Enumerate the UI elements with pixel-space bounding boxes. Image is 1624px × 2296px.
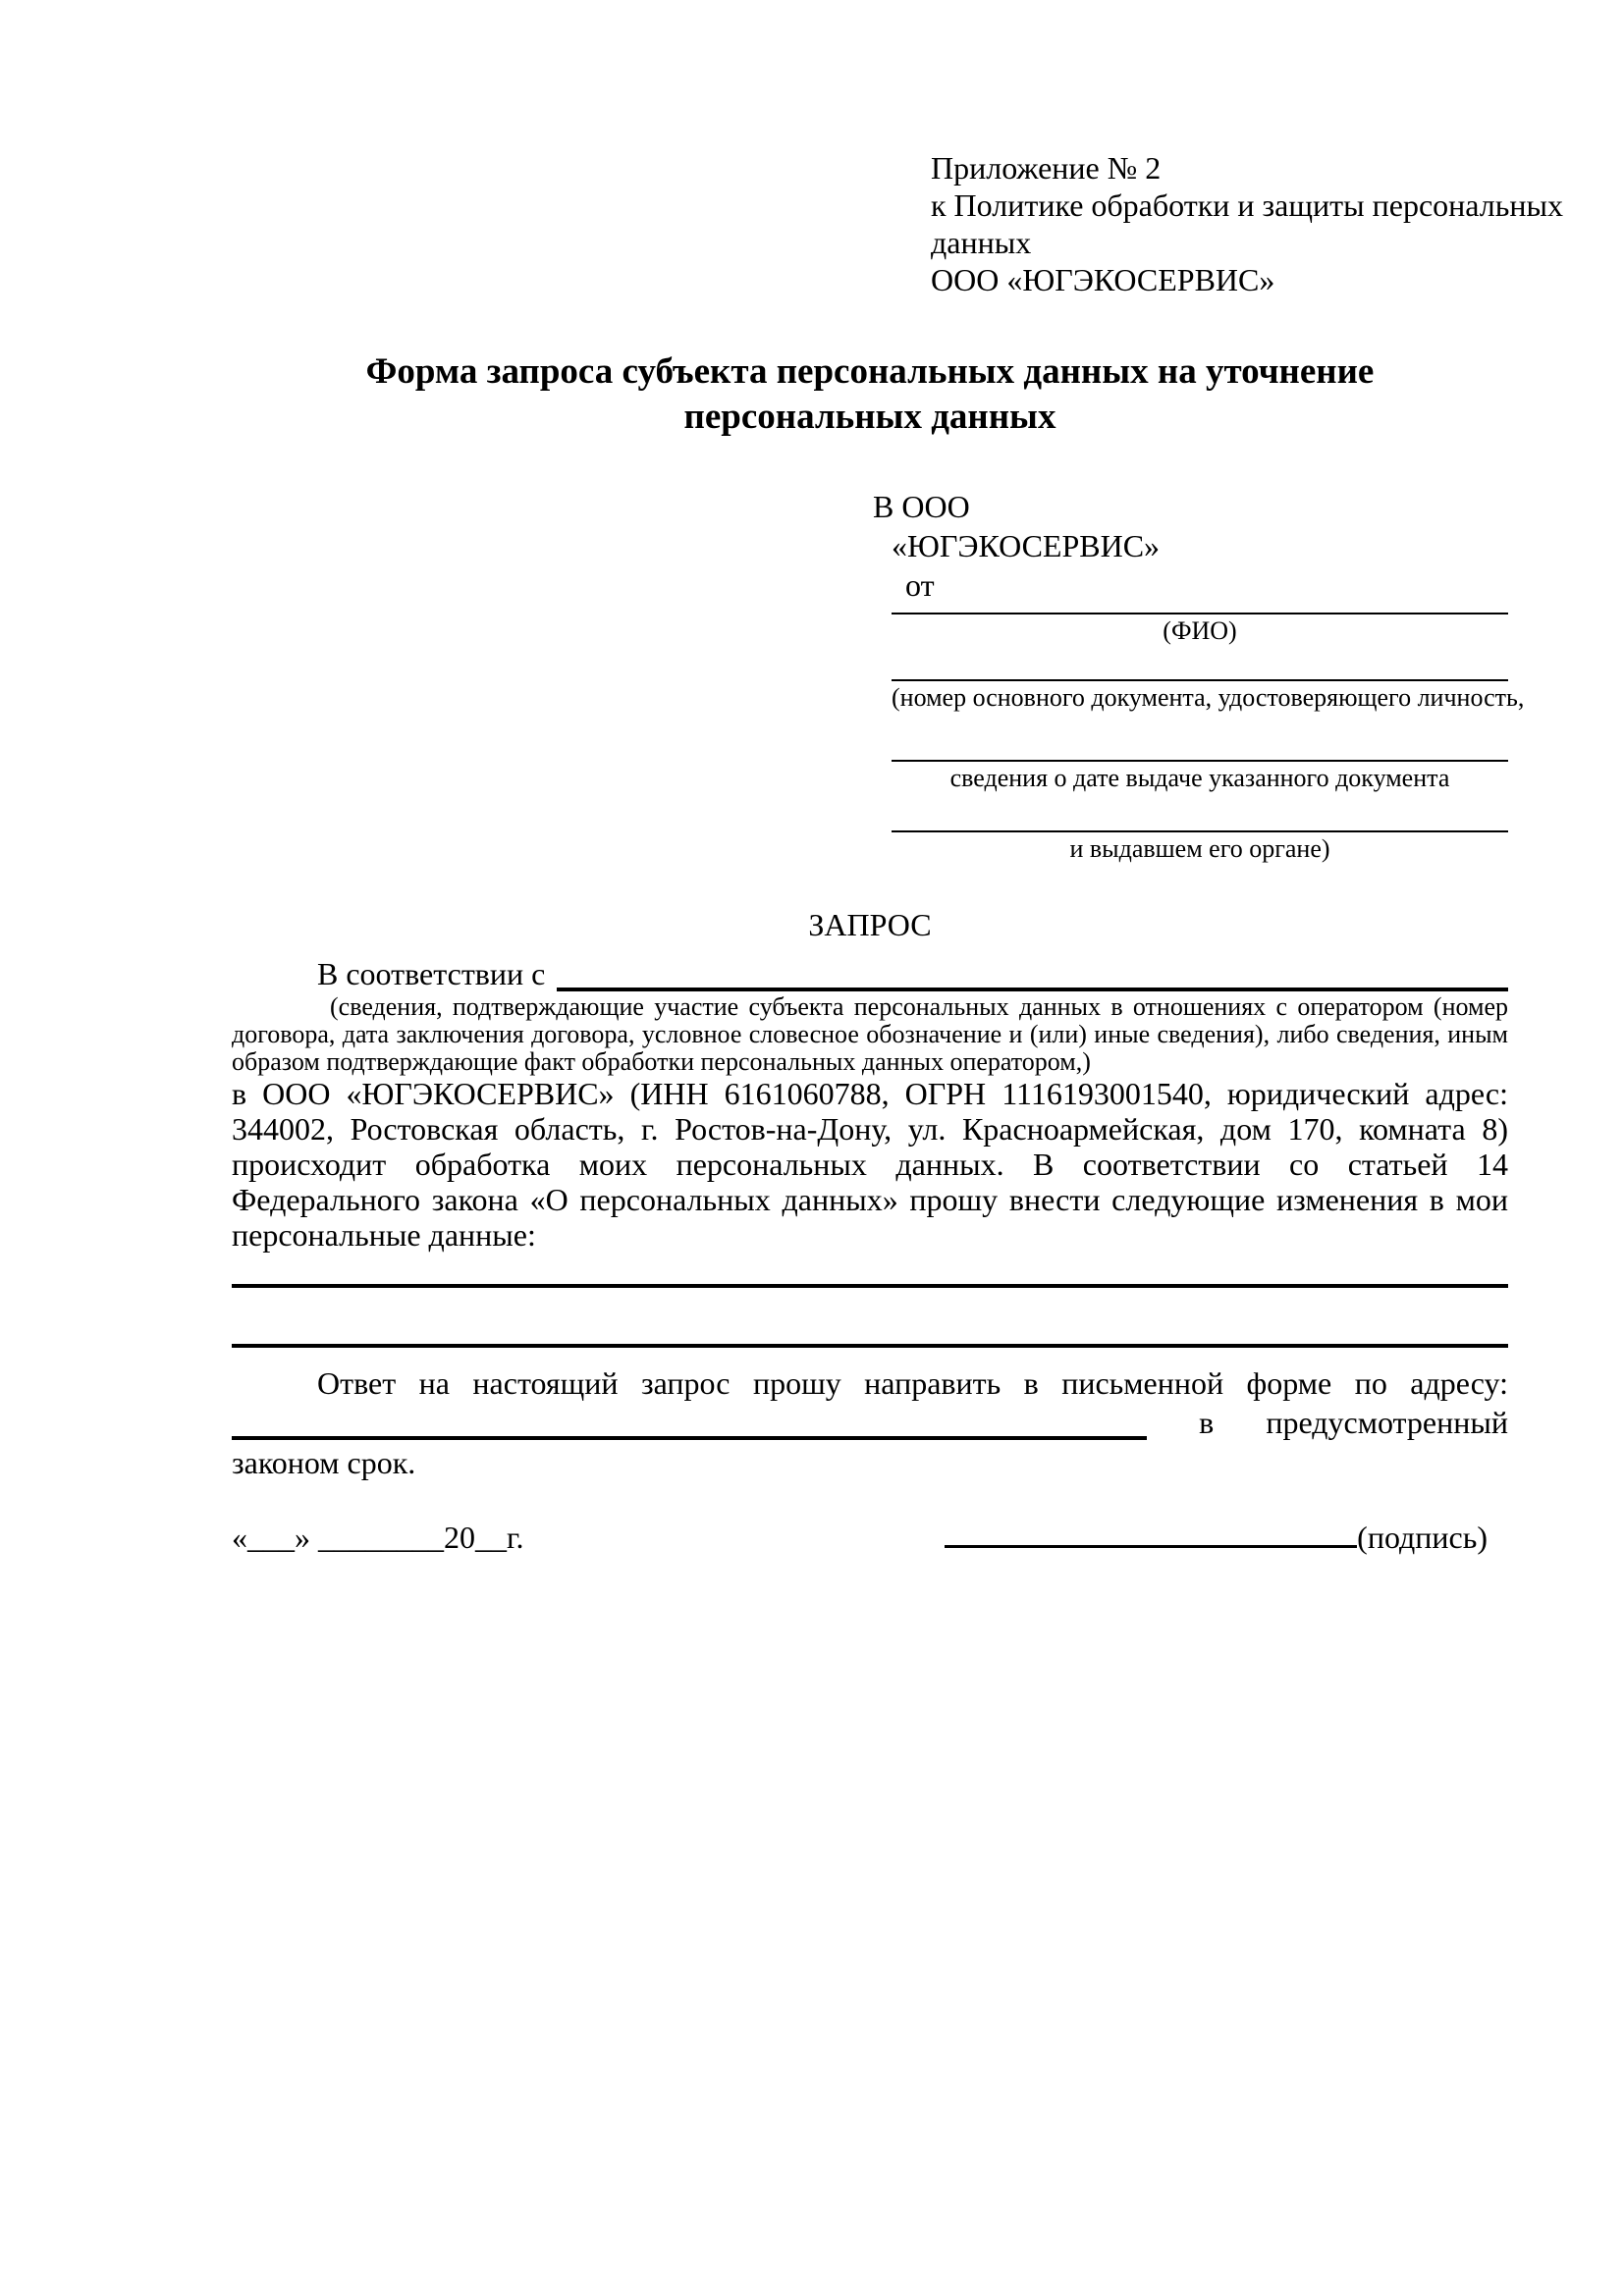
appendix-line: ООО «ЮГЭКОСЕРВИС» xyxy=(931,262,1275,297)
reply-address-blank-line xyxy=(232,1403,1147,1440)
date-blank-line: «___» ________20__г. xyxy=(232,1520,524,1555)
reply-word-stipulated: предусмотренный xyxy=(1266,1405,1508,1440)
reply-address-line xyxy=(232,1403,1508,1443)
reply-word-v: в xyxy=(1199,1405,1215,1440)
reply-address-sentence: Ответ на настоящий запрос прошу направить в письменной форме по адресу: xyxy=(317,1365,1508,1401)
in-accordance-prefix: В соответствии с xyxy=(317,956,546,991)
fio-caption: (ФИО) xyxy=(1163,616,1237,645)
issuing-authority-blank-line xyxy=(892,823,1508,832)
request-body-paragraph: в ООО «ЮГЭКОСЕРВИС» (ИНН 6161060788, ОГРН 1116193001540, юридический адрес: 344002, Ростовская область, г. Ростов-на-Дону, ул. Красноармейская, дом 170, комната 8) происходит обработка моих персональных данных. В соответствии со статьей 14 Федерального закона «О персональных данных» прошу внести следующие изменения в мои персональные данные: xyxy=(232,1076,1508,1253)
issue-date-blank-line xyxy=(892,752,1508,762)
footer-row xyxy=(232,1510,1508,1557)
addressee-org-name: «ЮГЭКОСЕРВИС» xyxy=(892,528,1161,563)
footnote-text: (сведения, подтверждающие участие субъекта персональных данных в отношениях с оператором (номер договора, дата заключения договора, условное словесное обозначение и (или) иные сведения), либо сведения, иным образом подтверждающие факт обработки персональных данных оператором,) xyxy=(232,992,1508,1076)
issue-date-caption: сведения о дате выдаче указанного документа xyxy=(949,764,1450,792)
issuing-authority-caption: и выдавшем его органе) xyxy=(1069,834,1330,863)
appendix-line: Приложение № 2 xyxy=(931,150,1162,186)
appendix-header xyxy=(931,149,1563,298)
addressee-from-label: от xyxy=(905,567,935,603)
document-title xyxy=(232,349,1508,440)
write-in-blank-line xyxy=(232,1344,1508,1348)
fio-blank-line xyxy=(892,605,1508,614)
addressee-block xyxy=(873,487,1525,864)
write-in-blank-line xyxy=(232,1284,1508,1288)
reply-term-line: законом срок. xyxy=(232,1445,416,1480)
in-accordance-blank-line xyxy=(557,954,1508,991)
appendix-line: данных xyxy=(931,225,1032,260)
in-accordance-line xyxy=(232,954,1508,993)
addressee-org-prefix: В ООО xyxy=(873,489,970,524)
document-number-blank-line xyxy=(892,671,1508,681)
document-title-line: Форма запроса субъекта персональных данных на уточнение xyxy=(365,351,1375,392)
document-title-line: персональных данных xyxy=(683,397,1056,437)
signature-blank-line xyxy=(945,1510,1357,1548)
appendix-line: к Политике обработки и защиты персональных xyxy=(931,187,1563,223)
document-number-caption: (номер основного документа, удостоверяющего личность, xyxy=(892,683,1525,712)
signature-group xyxy=(945,1510,1488,1557)
request-heading: ЗАПРОС xyxy=(808,907,932,942)
signature-caption: (подпись) xyxy=(1357,1520,1488,1555)
